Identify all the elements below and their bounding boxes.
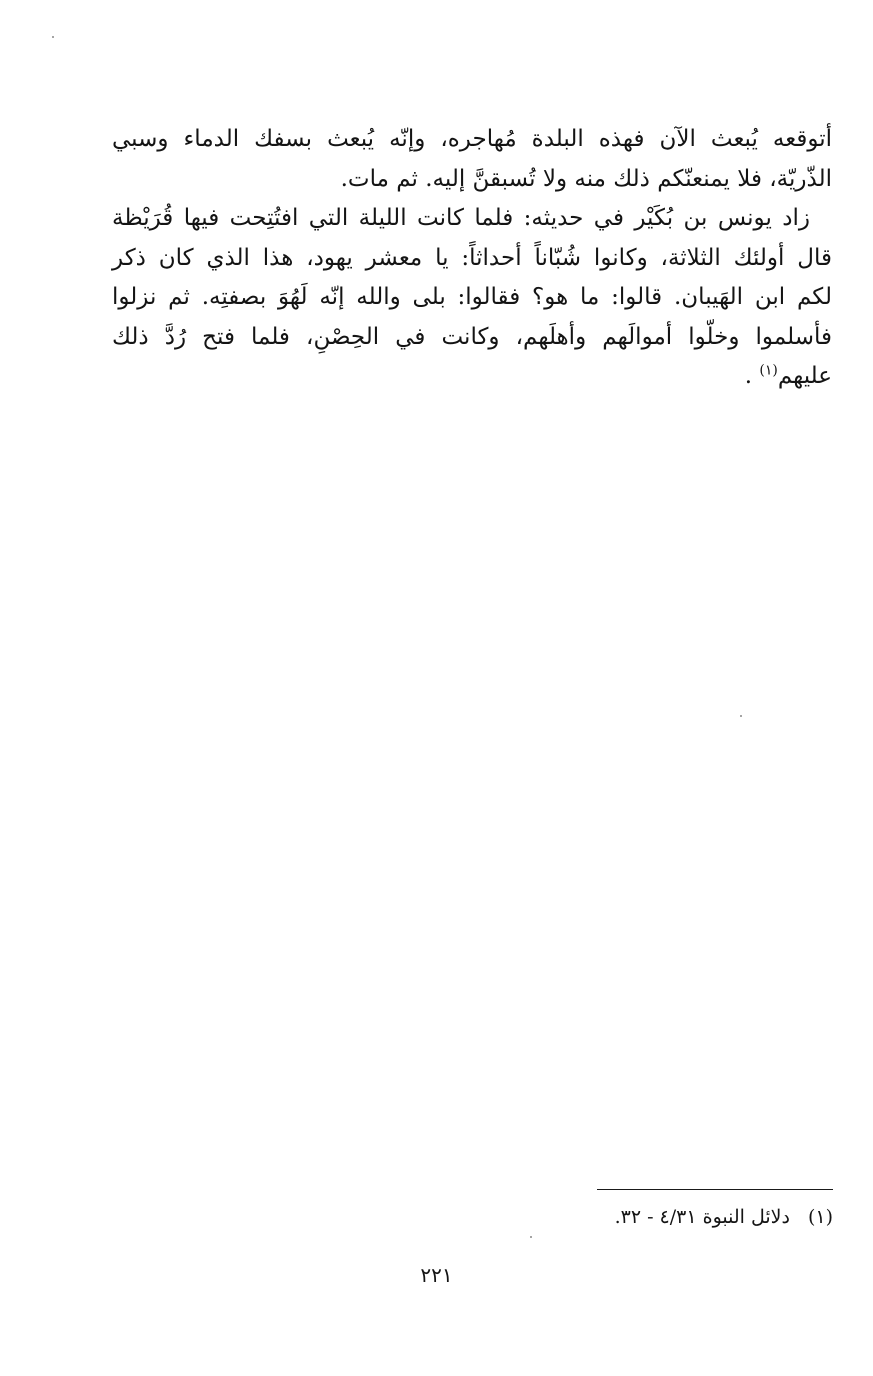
- text-line: قال أولئك الثلاثة، وكانوا شُبّاناً أحداثاً: يا معشر يهود، هذا الذي كان ذكر: [112, 244, 832, 271]
- footnote-number: (١): [807, 1206, 833, 1228]
- text-line: زاد يونس بن بُكَيْر في حديثه: فلما كانت الليلة التي افتُتِحت فيها قُرَيْظة: [112, 205, 810, 231]
- text-fragment: عليهم: [777, 363, 832, 389]
- footnote-text: دلائل النبوة ٤/٣١ - ٣٢.: [614, 1206, 790, 1228]
- main-text: [112, 120, 832, 397]
- text-line: الذّريّة، فلا يمنعنّكم ذلك منه ولا تُسبقنَّ إليه. ثم مات.: [340, 165, 832, 192]
- paragraph-2: [112, 199, 832, 397]
- text-line: لكم ابن الهَيبان. قالوا: ما هو؟ فقالوا: بلى والله إنّه لَهُوَ بصفتِه. ثم نزلوا: [112, 284, 832, 310]
- end-punctuation: .: [744, 363, 753, 389]
- footnote-divider: [597, 1189, 833, 1190]
- text-line-final: [112, 357, 832, 397]
- paragraph-1: [112, 120, 832, 199]
- text-line: أتوقعه يُبعث الآن فهذه البلدة مُهاجره، وإنّه يُبعث بسفك الدماء وسبي: [112, 126, 832, 152]
- scan-speck: [740, 715, 742, 717]
- text-line: فأسلموا وخلّوا أموالَهم وأهلَهم، وكانت في الحِصْنِ، فلما فتح رُدَّ ذلك: [112, 323, 832, 350]
- scan-speck: [52, 36, 54, 38]
- footnote-marker: (١): [759, 362, 778, 379]
- scan-speck: [530, 1236, 532, 1238]
- page-number: ٢٢١: [420, 1263, 453, 1287]
- footnote: [615, 1202, 833, 1232]
